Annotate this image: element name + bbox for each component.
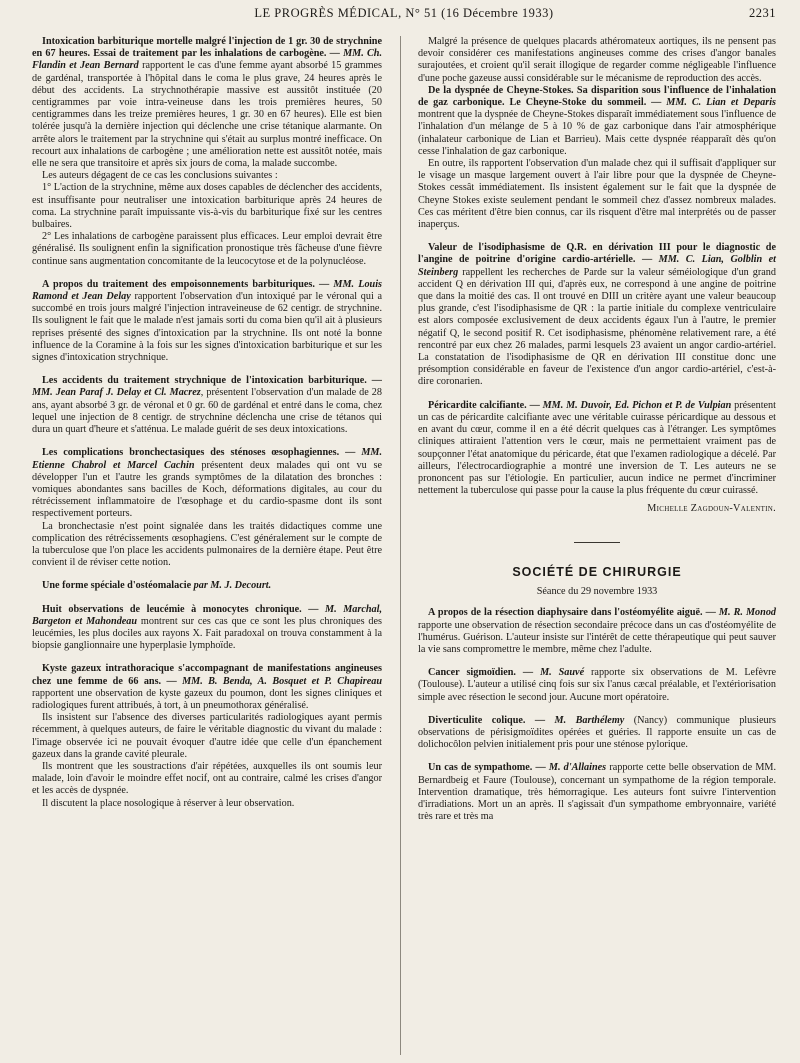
abstract-article <box>32 36 382 268</box>
right-column <box>418 36 776 823</box>
article-heading: A propos de la résection diaphysaire dans l'ostéomyélite aiguë. — <box>428 607 719 619</box>
page-number: 2231 <box>749 6 776 20</box>
continuation-paragraph: Malgré la présence de quelques placards athéromateux aortiques, ils ne pensent pas devoir considérer ces manifestations angineuses comme des crises d'angor banales surajoutées, et croient qu'il serait illogique de regarder comme négligeable l'influence d'une poche gazeuse aussi considérable sur le mécanisme de reproduction des accès. <box>418 36 776 84</box>
article-authors: MM. C. Lian et Deparis <box>666 97 776 109</box>
article-lead-paragraph <box>418 400 776 498</box>
section-date: Séance du 29 novembre 1933 <box>536 586 658 598</box>
running-header <box>32 6 776 26</box>
text-columns <box>32 36 776 1063</box>
article-text: rapporte cette belle observation de MM. Bernardbeig et Faure (Toulouse), concernant un sympathome de la région temporale. Intervention dramatique, très hémorragique. Les auteurs font suivre l'intervention d'irradiations. Mort un an après. Il s'agissait d'un sympathome embryonnaire, variété très rare et très ma <box>418 762 776 823</box>
article-lead-paragraph <box>32 663 382 712</box>
article-text: rapporte six observations de M. Lefèvre (Toulouse). L'auteur a utilisé cinq fois sur six l'anus cæcal préalable, et l'extériorisation simple avec résection le second jour. Aucune mort opératoire. <box>418 667 776 703</box>
abstract-article <box>32 447 382 569</box>
article-text: rapportent l'observation d'un intoxiqué par le véronal qui a succombé en trois jours malgré l'injection intraveineuse de 62 centigr. de strychnine. Ils soulignent le fait que le malade n'est jamais sorti du coma bien qu'il ait à plusieurs reprises présenté des signes d'intoxication par la strychnine. Ils ont noté la bonne influence de la Coramine à la fois sur les signes d'intoxication barbiturique et sur les signes d'intoxication strychnique. <box>32 291 383 364</box>
column-divider <box>400 36 401 1055</box>
abstract-article <box>32 604 382 653</box>
article-paragraph: La bronchectasie n'est point signalée dans les traités didactiques comme une complication des rétrécissements œsophagiens. C'est généralement sur le compte de la tuberculose que l'on place les accidents pulmonaires de la dernière étape. Peut être convient il de réviser cette notion. <box>32 520 382 569</box>
article-heading: Valeur de l'isodiphasisme de Q.R. en dérivation III pour le diagnostic de l'angine de poitrine d'origine cardio-artérielle. — <box>418 242 776 266</box>
article-authors: MM. Jean Paraf J. Delay et Cl. Macrez <box>32 387 201 399</box>
article-paragraph: 1° L'action de la strychnine, même aux doses capables de déclencher des accidents, est insuffisante pour neutraliser une intoxication barbiturique après 24 heures de coma. La strychnine paraît impuissante vis-à-vis du barbiturique fixé sur les centres bulbaires. <box>32 182 382 231</box>
article-heading: Une forme spéciale d'ostéomalacie <box>42 580 192 592</box>
article-authors: par M. J. Decourt. <box>191 580 272 592</box>
article-authors: MM. C. Lian, Golblin et Steinberg <box>418 254 776 278</box>
article-heading: Intoxication barbiturique mortelle malgré l'injection de 1 gr. 30 de strychnine en 67 heures. Essai de traitement par les inhalations de carbogène. — <box>32 36 382 60</box>
article-lead-paragraph <box>418 762 776 823</box>
article-authors: MM. M. Duvoir, Ed. Pichon et P. de Vulpian <box>542 399 732 411</box>
article-text: rapporte une observation de résection secondaire précoce dans un cas d'ostéomyélite de l'humérus. Guérison. L'auteur insiste sur l'intérêt de cette thérapeutique qui peut sauver la vie sans compromettre le membre, même chez l'adulte. <box>418 619 776 655</box>
abstract-article <box>32 663 382 809</box>
article-lead-paragraph <box>418 667 776 704</box>
article-lead-paragraph <box>32 36 382 170</box>
article-authors: MM. Ch. Flandin et Jean Bernard <box>32 48 383 72</box>
article-heading: Un cas de sympathome. — <box>428 762 549 774</box>
article-lead-paragraph <box>418 85 776 158</box>
article-heading: Huit observations de leucémie à monocytes chronique. — <box>42 603 326 615</box>
article-authors: M. Sauvé <box>540 667 585 679</box>
article-text: , présentent l'observation d'un malade de 28 ans, ayant absorbé 3 gr. de véronal et 0 gr. 60 de gardénal et entré dans le coma, chez lequel une injection de 8 centigr. de strychnine déclencha une crise de tétanos qui dura un quart d'heure et s'atténua. Le malade guérit de ses deux intoxications. <box>32 387 382 436</box>
abstract-article <box>418 85 776 231</box>
article-text: montrent que la dyspnée de Cheyne-Stokes disparaît immédiatement sous l'influence de l'inhalation d'un mélange de 5 à 10 % de gaz carbonique dans l'air atmosphérique (inhalateur carbonique de Lian et Barrieu). Mais cette dyspnée réapparaît dès qu'on cesse l'inhalation de gaz carbonique. <box>418 109 776 157</box>
abstract-article <box>418 400 776 498</box>
article-paragraph: Ils insistent sur l'absence des diverses particularités radiologiques ayant permis récemment, à quelques auteurs, de faire le véritable diagnostic du vivant du malade : l'image observée ici ne pouvait évoquer d'autre idée que celle d'un épanchement gazeux dans la grande cavité pleurale. <box>32 712 382 760</box>
journal-title: LE PROGRÈS MÉDICAL, N° 51 (16 Décembre 1933) <box>254 6 554 20</box>
article-lead-paragraph <box>32 375 382 436</box>
abstract-article <box>32 375 382 436</box>
article-heading: Péricardite calcifiante. — <box>428 399 543 411</box>
article-paragraph: Il discutent la place nosologique à réserver à leur observation. <box>42 797 295 809</box>
article-lead-paragraph <box>32 580 382 592</box>
article-text: rapportent une observation de kyste gazeux du poumon, dont les signes cliniques et radiologiques furent attribués, à tort, à un pneumothorax généralisé. <box>32 687 382 711</box>
article-heading: A propos du traitement des empoisonnements barbituriques. — <box>42 278 334 290</box>
article-text: montrent sur ces cas que ce sont les plus chroniques des leucémies, les plus dociles aux rayons X. Fait paradoxal on trouva constamment à la biopsie ganglionnaire une hyperplasie lymphoïde. <box>32 615 382 652</box>
article-paragraph: En outre, ils rapportent l'observation d'un malade chez qui il suffisait d'appliquer sur le visage un masque largement ouvert à l'air libre pour que la dyspnée de Cheyne-Stokes cessât immédiatement. Ils insistent également sur le fait que la dyspnée de Cheyne Stokes existe seulement pendant le sommeil chez d'assez nombreux malades. Ces cas méritent d'être bien connus, car ils risquent d'être mal interprétés ou de passer inaperçus. <box>418 158 776 231</box>
abstract-article <box>418 715 776 752</box>
article-lead-paragraph <box>418 242 776 388</box>
abstract-article <box>418 242 776 388</box>
article-authors: M. Barthélemy <box>554 714 625 726</box>
article-authors: M. Marchal, Bargeton et Mahondeau <box>32 603 382 627</box>
article-authors: MM. Etienne Chabrol et Marcel Cachin <box>32 447 382 471</box>
article-text: présentent deux malades qui ont vu se développer l'un et l'autre les grands symptômes de la dilatation des bronches : vomiques abondantes sans bacilles de Koch, déformations digitales, au cour du rétrécissement inflammatoire de l'œsophage et du cardio-spasme dont ils sont respectivement porteurs. <box>32 459 382 520</box>
article-text: (Nancy) communique plusieurs observations de périsigmoïdites opérées et guéries. Il rapporte ensuite un cas de dolichocôlon pelvien initialement pris pour une sténose pylorique. <box>418 714 776 751</box>
article-text: rappellent les recherches de Parde sur la valeur séméiologique d'un grand accident Q en dérivation III qui, d'après eux, ne correspond à une angine de poitrine que dans la moitié des cas. Il ont trouvé en DIII un critère ayant une valeur beaucoup plus grande, c'est l'isodiphasisme de QR : la partie initiale du complexe ventriculaire est alors composée exclusivement de deux accidents égaux l'un à l'autre, le premier négatif Q, le second positif R. Cet isodiphasisme, phénomène relativement rare, a été rencontré par eux chez 26 malades, parmi lesquels 23 avaient un angor cardio-artériel. La constatation de l'isodiphasisme de QR en dérivation III constitue donc une présomption considérable en faveur de l'existence d'un angor cardio-artériel, c'est-à-dire coronarien. <box>418 266 776 388</box>
abstract-article <box>418 762 776 823</box>
left-column <box>32 36 382 810</box>
article-authors: M. d'Allaines <box>548 762 607 774</box>
article-text: rapportent le cas d'une femme ayant absorbé 15 grammes de gardénal, transportée à l'hôpital dans le coma le plus grave, 24 heures après le début des accidents. La strychnothérapie massive est aussitôt instituée (20 centigrammes par voie intra-veineuse dans les trois premières heures, 50 centigrammes dans les treize premières heures, 1 gr. 30 en 67 heures). Elle est bien tolérée jusqu'à la dernière injection qui déclenche une crise tétanique alarmante. On arrête alors le traitement par la strychnine qui s'était au surplus montré inefficace. On recourt aux inhalations de carbogène ; une amélioration nette est aussitôt notée, mais elle ne sera que transitoire et après six jours de coma, la malade succombe. <box>32 60 382 170</box>
article-heading: Diverticulite colique. — <box>428 714 555 726</box>
section-divider <box>574 542 620 543</box>
abstract-article <box>418 667 776 704</box>
article-lead-paragraph <box>32 447 382 520</box>
article-lead-paragraph <box>418 607 776 656</box>
article-authors: MM. B. Benda, A. Bosquet et P. Chapireau <box>182 675 383 687</box>
right-articles <box>418 85 776 498</box>
section-title: SOCIÉTÉ DE CHIRURGIE <box>512 565 682 580</box>
article-text: présentent un cas de péricardite calcifiante avec une véritable cuirasse péricardique au dessous et en avant du cœur, comme il en a été décrit quelques cas à l'étranger. Les symptômes cliniques attiraient l'attention vers le cœur, mais ne permettaient vraiment pas de soupçonner l'état anatomique du péricarde, état que l'examen radiologique a décelé. Par ailleurs, l'électrocardiographie a montré une inversion de T. Les auteurs ne se prononcent pas sur l'étiologie. En particulier, aucun indice ne permet d'incriminer nettement la tuberculose qui passe pour la cause la plus fréquente du cœur cuirassé. <box>418 399 776 497</box>
article-heading: Kyste gazeux intrathoracique s'accompagnant de manifestations angineuses chez une femme de 66 ans. — <box>32 663 382 687</box>
article-lead-paragraph <box>418 715 776 752</box>
article-paragraph: Ils montrent que les soustractions d'air répétées, auxquelles ils ont soumis leur malade, loin d'avoir le moindre effet nocif, ont au contraire, calmé les crises d'angor et les accès de dyspnée. <box>32 760 382 797</box>
article-heading: Les complications bronchectasiques des sténoses œsophagiennes. — <box>42 447 362 459</box>
article-authors: M. R. Monod <box>718 607 777 619</box>
article-authors: MM. Louis Ramond et Jean Delay <box>32 278 382 303</box>
abstract-article <box>418 607 776 656</box>
article-heading: Les accidents du traitement strychnique de l'intoxication barbiturique. — <box>42 375 382 387</box>
article-heading: Cancer sigmoïdien. — <box>428 667 541 679</box>
abstract-article <box>32 279 382 364</box>
abstract-article <box>32 580 382 592</box>
article-heading: De la dyspnée de Cheyne-Stokes. Sa disparition sous l'influence de l'inhalation de gaz carbonique. Le Cheyne-Stoke du sommeil. — <box>418 84 776 109</box>
article-paragraph: Les auteurs dégagent de ce cas les conclusions suivantes : <box>42 170 278 182</box>
section-articles <box>418 607 776 823</box>
author-signature: Michelle Zagdoun-Valentin. <box>647 503 776 515</box>
article-lead-paragraph <box>32 279 382 364</box>
article-lead-paragraph <box>32 604 382 653</box>
article-paragraph: 2° Les inhalations de carbogène paraissent plus efficaces. Leur emploi devrait être généralisé. Ils soulignent enfin la signification pronostique très fâcheuse d'une fièvre continue sans augmentation concomitante de la leucocytose et de la polynucléose. <box>32 231 382 267</box>
